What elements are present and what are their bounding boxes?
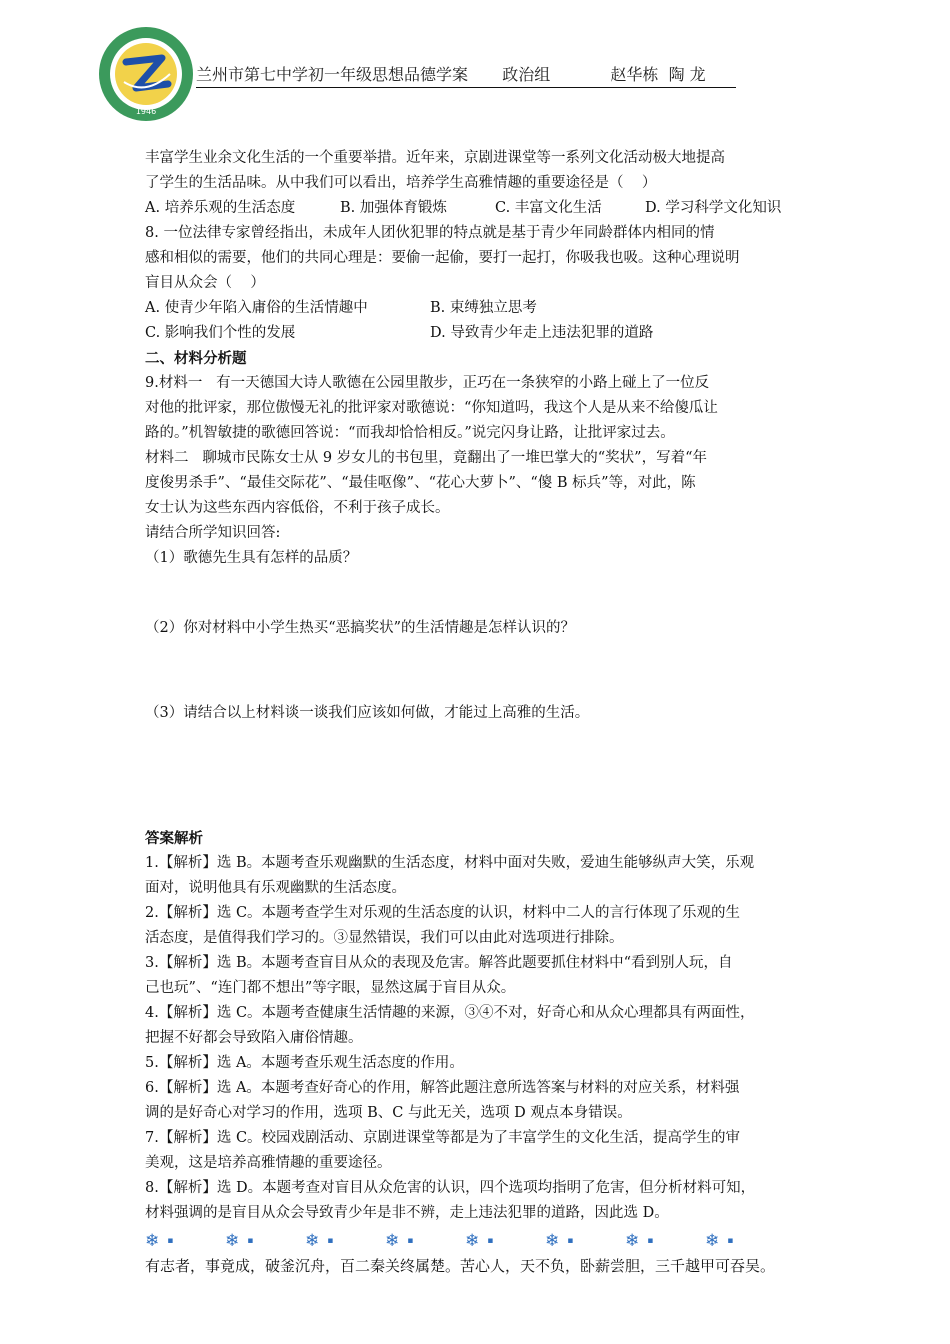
q9-sub-question-1: （1）歌德先生具有怎样的品质？: [145, 550, 358, 566]
q9-material1-line: 对他的批评家，那位傲慢无礼的批评家对歌德说：“你知道吗，我这个人是从来不给傻瓜让: [145, 400, 718, 416]
answer-line: 美观，这是培养高雅情趣的重要途径。: [145, 1155, 392, 1171]
q8-option-c: C. 影响我们个性的发展: [145, 325, 296, 341]
q9-sub-question-2: （2）你对材料中小学生热买“恶搞奖状”的生活情趣是怎样认识的？: [145, 620, 576, 636]
answer-line: 7.【解析】选 C。校园戏剧活动、京剧进课堂等都是为了丰富学生的文化生活，提高学生的审: [145, 1130, 741, 1146]
answer-line: 8.【解析】选 D。本题考查对盲目从众危害的认识，四个选项均指明了危害，但分析材料可知，: [145, 1180, 756, 1196]
answer-space[interactable]: [145, 641, 815, 701]
q9-sub-question-3: （3）请结合以上材料谈一谈我们应该如何做，才能过上高雅的生活。: [145, 705, 590, 721]
q7-option-d: D. 学习科学文化知识: [645, 200, 782, 216]
q8-option-a: A. 使青少年陷入庸俗的生活情趣中: [145, 300, 368, 316]
q7-line: 丰富学生业余文化生活的一个重要举措。近年来，京剧进课堂等一系列文化活动极大地提高: [145, 150, 725, 166]
q9-material2-line: 度俊男杀手”、“最佳交际花”、“最佳呕像”、“花心大萝卜”、“傻 B 标兵”等，对此，陈: [145, 475, 696, 491]
header-authors: 赵华栋 陶 龙: [610, 65, 706, 84]
answer-space[interactable]: [145, 571, 815, 616]
snowflake-icon: ❄ ▪: [225, 1230, 254, 1251]
q8-line: 盲目从众会（ ）: [145, 275, 265, 291]
answer-line: 6.【解析】选 A。本题考查好奇心的作用，解答此题注意所选答案与材料的对应关系，材料强: [145, 1080, 740, 1096]
logo-year: 1946: [135, 107, 157, 116]
snowflake-icon: ❄ ▪: [465, 1230, 494, 1251]
q7-line: 了学生的生活品味。从中我们可以看出，培养学生高雅情趣的重要途径是（ ）: [145, 175, 657, 191]
section-title: 二、材料分析题: [145, 350, 247, 367]
answers-title: 答案解析: [145, 830, 203, 847]
q9-material1-line: 9.材料一 有一天德国大诗人歌德在公园里散步，正巧在一条狭窄的小路上碰上了一位反: [145, 375, 710, 391]
answer-line: 2.【解析】选 C。本题考查学生对乐观的生活态度的认识，材料中二人的言行体现了乐观的生: [145, 905, 741, 921]
answer-list: [145, 851, 815, 1226]
school-logo: [96, 24, 196, 124]
answer-line: 己也玩”、“连门都不想出”等字眼，显然这属于盲目从众。: [145, 980, 516, 996]
answer-line: 1.【解析】选 B。本题考查乐观幽默的生活态度，材料中面对失败，爱迪生能够纵声大笑，乐观: [145, 855, 755, 871]
answer-line: 5.【解析】选 A。本题考查乐观生活态度的作用。: [145, 1055, 464, 1071]
snowflake-icon: ❄ ▪: [305, 1230, 334, 1251]
q8-option-d: D. 导致青少年走上违法犯罪的道路: [430, 325, 654, 341]
snowflake-icon: ❄ ▪: [545, 1230, 574, 1251]
q8-options-row-2: [145, 321, 815, 346]
q7-option-a: A. 培养乐观的生活态度: [145, 200, 296, 216]
answer-line: 4.【解析】选 C。本题考查健康生活情趣的来源，③④不对，好奇心和从众心理都具有两面性，: [145, 1005, 755, 1021]
q8-line: 感和相似的需要，他们的共同心理是：要偷一起偷，要打一起打，你吸我也吸。这种心理说明: [145, 250, 740, 266]
answer-line: 3.【解析】选 B。本题考查盲目从众的表现及危害。解答此题要抓住材料中“看到别人玩，自: [145, 955, 733, 971]
q8-options-row-1: [145, 296, 815, 321]
answer-line: 面对，说明他具有乐观幽默的生活态度。: [145, 880, 406, 896]
document-body: [145, 146, 815, 1279]
answer-line: 调的是好奇心对学习的作用，选项 B、C 与此无关，选项 D 观点本身错误。: [145, 1105, 632, 1121]
document-header: [196, 64, 736, 88]
answer-line: 把握不好都会导致陷入庸俗情趣。: [145, 1030, 363, 1046]
snowflake-icon: ❄ ▪: [385, 1230, 414, 1251]
answer-space[interactable]: [145, 726, 815, 826]
q7-option-b: B. 加强体育锻炼: [340, 200, 447, 216]
q9-material1-line: 路的。”机智敏捷的歌德回答说：“而我却恰恰相反。”说完闪身让路，让批评家过去。: [145, 425, 675, 441]
answer-line: 活态度，是值得我们学习的。③显然错误，我们可以由此对选项进行排除。: [145, 930, 624, 946]
q9-prompt: 请结合所学知识回答:: [145, 525, 281, 541]
header-group: 政治组: [502, 65, 551, 84]
snowflake-icon: ❄ ▪: [625, 1230, 654, 1251]
snowflake-divider: [145, 1228, 815, 1254]
q8-option-b: B. 束缚独立思考: [430, 300, 537, 316]
q9-material2-line: 材料二 聊城市民陈女士从 9 岁女儿的书包里，竟翻出了一堆巴掌大的“奖状”，写着“年: [145, 450, 708, 466]
footer-motto: 有志者，事竟成，破釜沉舟，百二秦关终属楚。苦心人，天不负，卧薪尝胆，三千越甲可吞吴。: [145, 1257, 776, 1275]
snowflake-icon: ❄ ▪: [705, 1230, 734, 1251]
q7-option-c: C. 丰富文化生活: [495, 200, 602, 216]
answer-line: 材料强调的是盲目从众会导致青少年是非不辨，走上违法犯罪的道路，因此选 D。: [145, 1205, 669, 1221]
q9-material2-line: 女士认为这些东西内容低俗，不利于孩子成长。: [145, 500, 450, 516]
snowflake-icon: ❄ ▪: [145, 1230, 174, 1251]
header-school: 兰州市第七中学初一年级思想品德学案: [196, 65, 469, 84]
q8-line: 8. 一位法律专家曾经指出，未成年人团伙犯罪的特点就是基于青少年同龄群体内相同的情: [145, 225, 715, 241]
q7-options: [145, 196, 815, 221]
